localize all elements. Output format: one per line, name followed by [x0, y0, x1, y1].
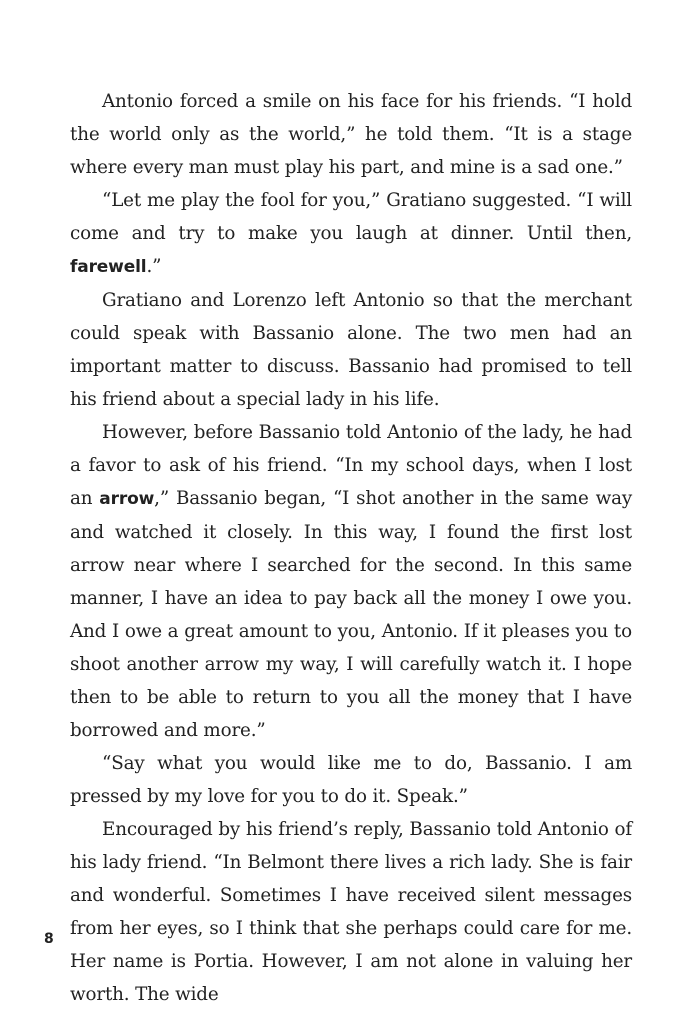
vocabulary-word: arrow	[99, 489, 155, 509]
page-body	[70, 85, 632, 1011]
paragraph-text: “Let me play the fool for you,” Gratiano suggested. “I will come and try to make you laugh at dinner. Until then,	[70, 190, 632, 244]
paragraph-text: Gratiano and Lorenzo left Antonio so that the merchant could speak with Bassanio alone. The two men had an important matter to discuss. Bassanio had promised to tell his friend about a special lady in his life.	[70, 290, 632, 410]
paragraph	[70, 85, 632, 184]
page-number: 8	[44, 931, 54, 947]
paragraph	[70, 184, 632, 284]
paragraph	[70, 813, 632, 1011]
paragraph-text: .”	[146, 256, 162, 277]
paragraph	[70, 416, 632, 747]
paragraph-text: “Say what you would like me to do, Bassanio. I am pressed by my love for you to do it. Speak.”	[70, 753, 632, 807]
paragraph	[70, 747, 632, 813]
paragraph	[70, 284, 632, 416]
vocabulary-word: farewell	[70, 257, 147, 277]
paragraph-text: Encouraged by his friend’s reply, Bassanio told Antonio of his lady friend. “In Belmont there lives a rich lady. She is fair and wonderful. Sometimes I have received silent messages from her eyes, so I think that she perhaps could care for me. Her name is Portia. However, I am not alone in valuing her worth. The wide	[70, 819, 632, 1005]
paragraph-text: Antonio forced a smile on his face for his friends. “I hold the world only as the world,” he told them. “It is a stage where every man must play his part, and mine is a sad one.”	[70, 91, 632, 178]
paragraph-text: However, before Bassanio told Antonio of the lady, he had a favor to ask of his friend. “In my school days, when I lost an	[70, 422, 632, 509]
paragraph-text: ,” Bassanio began, “I shot another in the same way and watched it closely. In this way, I found the first lost arrow near where I searched for the second. In this same manner, I have an idea to pay back all the money I owe you. And I owe a great amount to you, Antonio. If it pleases you to shoot another arrow my way, I will carefully watch it. I hope then to be able to return to you all the money that I have borrowed and more.”	[70, 488, 632, 741]
